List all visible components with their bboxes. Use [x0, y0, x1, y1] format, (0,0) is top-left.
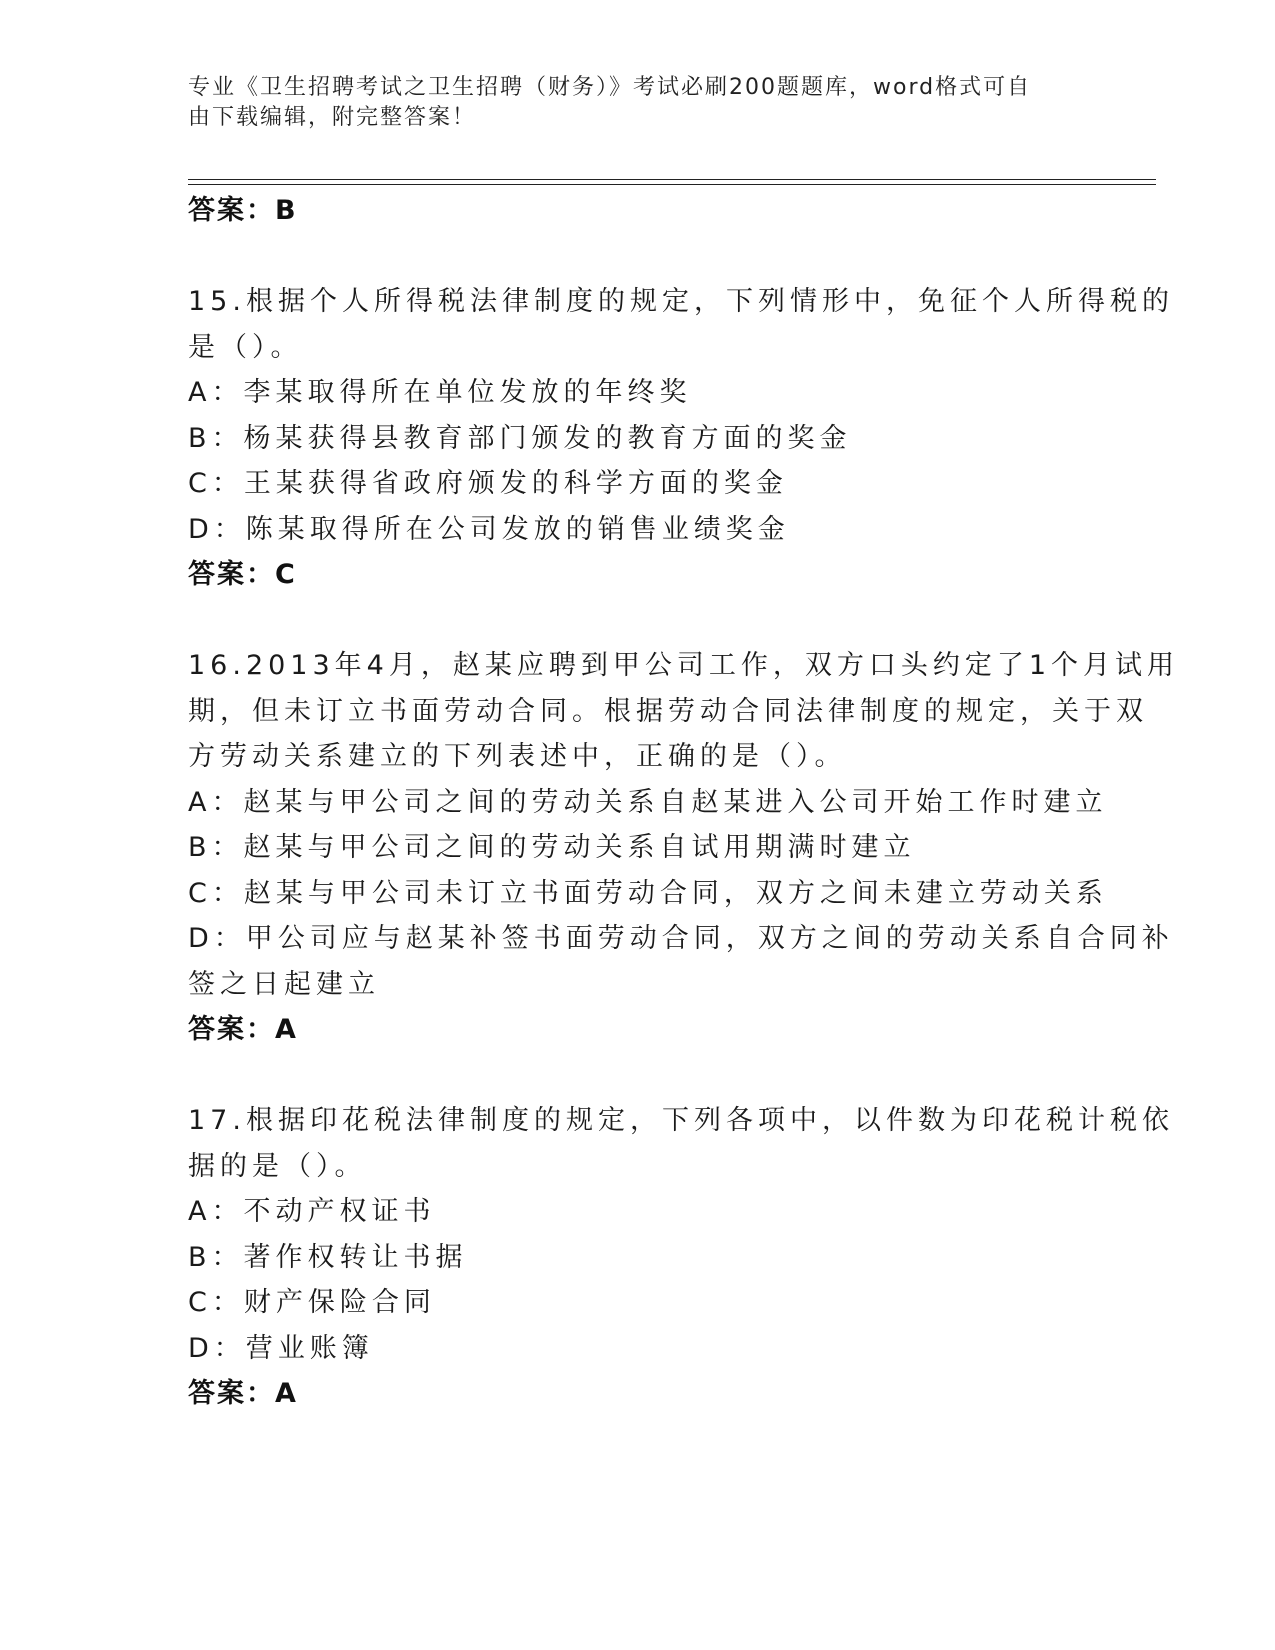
question-stem: 期，但未订立书面劳动合同。根据劳动合同法律制度的规定，关于双: [188, 695, 1148, 727]
question-item: [188, 279, 1174, 598]
header-line: 由下载编辑，附完整答案！: [188, 105, 477, 130]
option-c: C：赵某与甲公司未订立书面劳动合同，双方之间未建立劳动关系: [188, 877, 1108, 909]
option-d: D：陈某取得所在公司发放的销售业绩奖金: [188, 513, 790, 545]
answer-line: 答案：A: [188, 1014, 298, 1045]
option-c: C：王某获得省政府颁发的科学方面的奖金: [188, 468, 788, 499]
answer-line: 答案：B: [188, 195, 298, 226]
header-divider: [188, 179, 1156, 180]
header-divider: [188, 184, 1156, 185]
option-d-continued: 签之日起建立: [188, 968, 380, 1000]
question-item: [188, 1098, 1174, 1417]
option-a: A：李某取得所在单位发放的年终奖: [188, 377, 692, 408]
spacer: [188, 598, 1088, 644]
question-stem: 方劳动关系建立的下列表述中，正确的是（）。: [188, 741, 847, 772]
question-item: [188, 643, 1180, 1053]
spacer: [188, 234, 1088, 280]
option-d: D：甲公司应与赵某补签书面劳动合同，双方之间的劳动关系自合同补: [188, 923, 1174, 954]
question-stem: 是（）。: [188, 331, 303, 363]
option-d: D：营业账簿: [188, 1332, 374, 1364]
option-b: B：著作权转让书据: [188, 1241, 468, 1273]
option-a: A：赵某与甲公司之间的劳动关系自赵某进入公司开始工作时建立: [188, 786, 1108, 818]
question-list: [188, 188, 1180, 1417]
option-b: B：赵某与甲公司之间的劳动关系自试用期满时建立: [188, 832, 916, 863]
header-line: 专业《卫生招聘考试之卫生招聘（财务）》考试必刷200题题库，word格式可自: [188, 75, 1032, 100]
question-stem: 据的是（）。: [188, 1150, 367, 1182]
document-header: [188, 73, 1068, 133]
answer-line: 答案：A: [188, 1378, 298, 1409]
question-stem: 17.根据印花税法律制度的规定，下列各项中，以件数为印花税计税依: [188, 1105, 1174, 1136]
option-c: C：财产保险合同: [188, 1287, 436, 1318]
answer-line: 答案：C: [188, 559, 297, 590]
question-stem: 16.2013年4月，赵某应聘到甲公司工作，双方口头约定了1个月试用: [188, 650, 1180, 681]
question-stem: 15.根据个人所得税法律制度的规定，下列情形中，免征个人所得税的: [188, 286, 1174, 317]
option-b: B：杨某获得县教育部门颁发的教育方面的奖金: [188, 422, 852, 454]
option-a: A：不动产权证书: [188, 1196, 436, 1227]
spacer: [188, 1053, 1088, 1099]
